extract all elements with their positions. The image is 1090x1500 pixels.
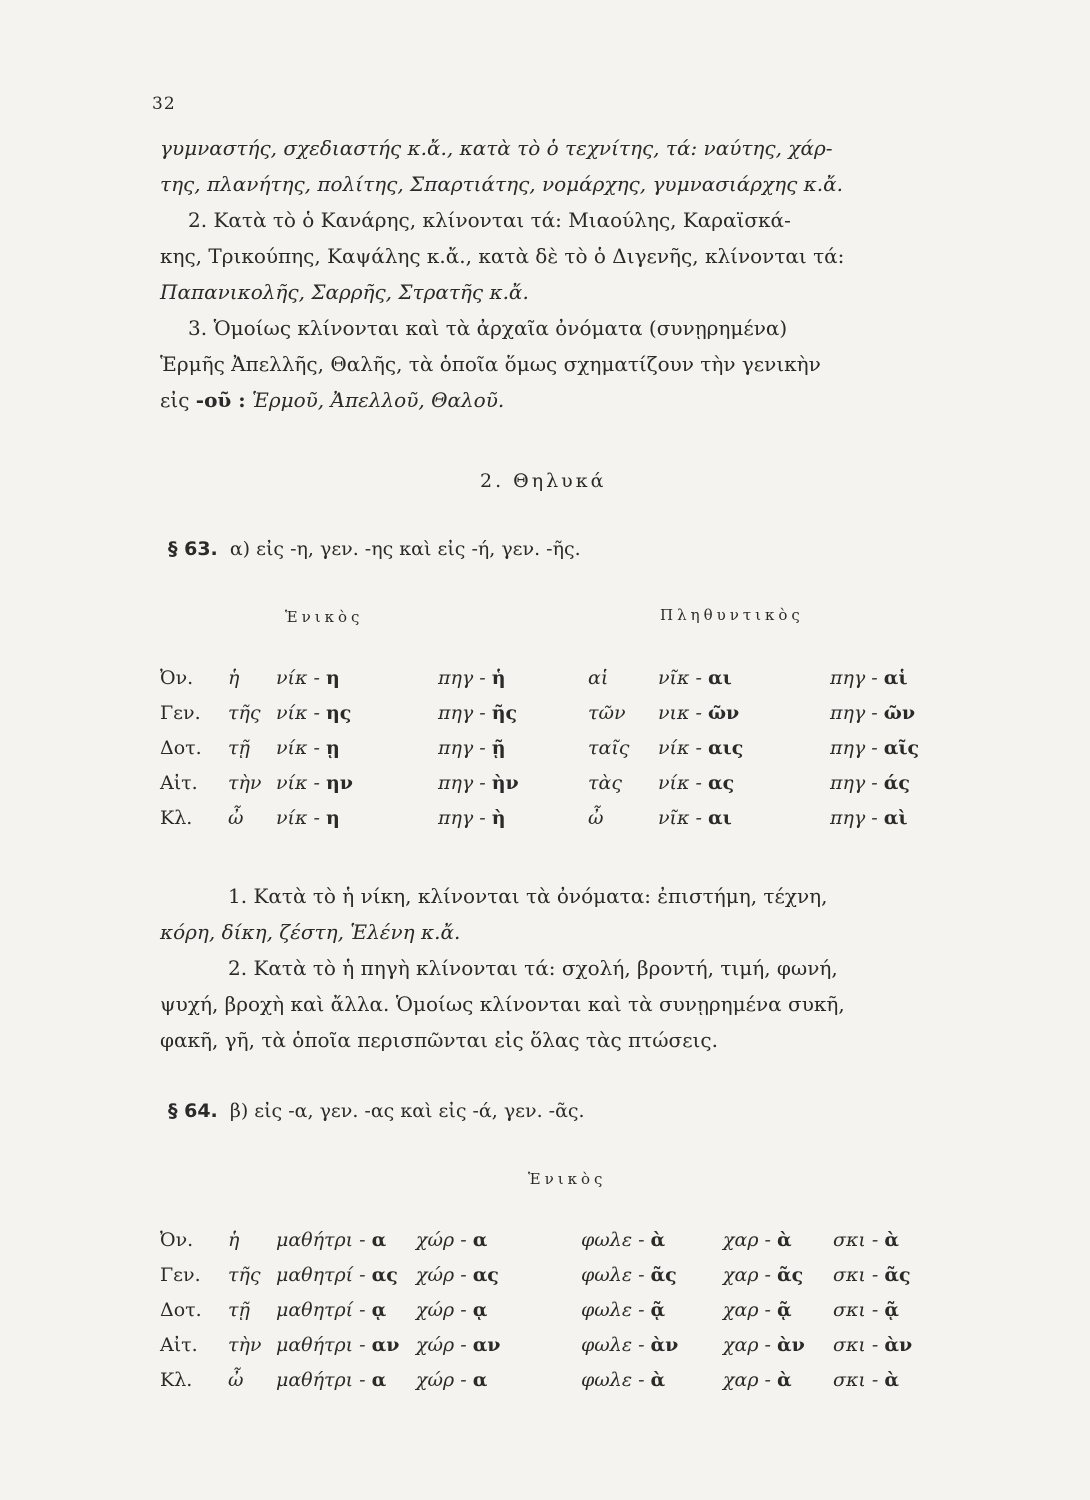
form-folea [581,1292,723,1327]
form-chora [416,1327,581,1362]
stem: πηγ - [830,771,878,794]
form-nike-plural [658,660,830,695]
form-nike-plural [658,695,830,730]
article-plural: τῶν [588,701,626,724]
stem: νίκ - [276,771,320,794]
table-row [160,1222,933,1257]
text-line: κόρη, δίκη, ζέστη, Ἑλένη κ.ἄ. [160,920,461,944]
ending: η [325,666,340,689]
stem: μαθήτρι - [276,1228,366,1251]
ending: ῆς [491,701,518,724]
article: ὦ [228,1368,244,1391]
ending: α [472,1228,488,1251]
ending: αῖς [883,736,920,759]
stem: χαρ - [723,1263,771,1286]
case-label: Αἰτ. [160,1333,198,1356]
form-nike-singular [276,660,438,695]
stem: πηγ - [438,666,486,689]
article-plural: αἱ [588,666,609,689]
stem: χώρ - [416,1368,467,1391]
paragraph-63-1 [160,878,1000,950]
case-label: Γεν. [160,701,201,724]
table-row [160,1327,933,1362]
text-line: φακῆ, γῆ, τὰ ὁποῖα περισπῶνται εἰς ὅλας τὰς πτώσεις. [160,1028,718,1052]
ending: αν [371,1333,400,1356]
stem: μαθήτρι - [276,1333,366,1356]
form-nike-plural [658,765,830,800]
form-pege-singular [438,800,588,835]
stem: φωλε - [581,1368,645,1391]
form-nike-singular [276,730,438,765]
ending: ὰν [650,1333,679,1356]
stem: πηγ - [438,701,486,724]
ending: ας [371,1263,398,1286]
form-pege-singular [438,695,588,730]
table-row [160,730,960,765]
stem: σκι - [833,1368,879,1391]
form-mathetria [276,1362,416,1397]
ending: ὰ [777,1368,792,1391]
case-label: Δοτ. [160,1298,202,1321]
stem: χώρ - [416,1298,467,1321]
ending: ὰ [650,1228,666,1251]
form-skia [833,1257,933,1292]
text-line: της, πλανήτης, πολίτης, Σπαρτιάτης, νομάρχης, γυμνασιάρχης κ.ἄ. [160,172,843,196]
section-heading: 2. Θηλυκά [480,470,607,492]
form-pege-plural [830,800,960,835]
ending: αι [707,806,732,829]
ending: ᾶς [777,1263,804,1286]
form-mathetria [276,1222,416,1257]
article: τῇ [228,736,250,759]
ending: αἱ [883,666,908,689]
article: ἡ [228,1228,240,1251]
text-line: Παπανικολῆς, Σαρρῆς, Στρατῆς κ.ἄ. [160,280,529,304]
ending: ὰ [777,1228,792,1251]
form-chora [416,1222,581,1257]
article: τὴν [228,1333,262,1356]
article: ἡ [228,666,240,689]
section-text: α) εἰς -η, γεν. -ης καὶ εἰς -ή, γεν. -ῆς. [229,538,581,560]
text-line: γυμναστής, σχεδιαστής κ.ἄ., κατὰ τὸ ὁ τεχνίτης, τά: ναύτης, χάρ- [160,136,833,160]
stem: σκι - [833,1298,879,1321]
text-line [160,382,1000,418]
label-singular: Ἑνικὸς [285,608,364,626]
article-plural: τὰς [588,771,622,794]
form-skia [833,1327,933,1362]
form-mathetria [276,1327,416,1362]
intro-paragraph-2 [160,202,1000,310]
ending: ῃ [325,736,340,759]
text-line: 2. Κατὰ τὸ ὁ Κανάρης, κλίνονται τά: Μιαούλης, Καραϊσκά- [188,208,791,232]
ending: αν [472,1333,501,1356]
form-mathetria [276,1257,416,1292]
ending: ἡ [491,666,506,689]
stem: νίκ - [658,736,702,759]
form-chara [723,1222,833,1257]
stem: σκι - [833,1228,879,1251]
ending: ῇ [491,736,506,759]
label-singular-64: Ἑνικὸς [528,1170,607,1188]
text-line: 1. Κατὰ τὸ ἡ νίκη, κλίνονται τὰ ὀνόματα: ἐπιστήμη, τέχνη, [228,884,828,908]
form-nike-plural [658,730,830,765]
form-skia [833,1222,933,1257]
case-label: Κλ. [160,1368,193,1391]
stem: χώρ - [416,1333,467,1356]
article: τῆς [228,1263,261,1286]
stem: νῖκ - [658,806,702,829]
form-folea [581,1362,723,1397]
form-chora [416,1257,581,1292]
ending: ην [325,771,353,794]
stem: χαρ - [723,1333,771,1356]
stem: νίκ - [276,666,320,689]
text-fragment: Ἑρμοῦ, Ἀπελλοῦ, Θαλοῦ. [252,388,505,412]
stem: χαρ - [723,1368,771,1391]
table-row [160,695,960,730]
section-number: § 64. [168,1100,218,1122]
case-label: Γεν. [160,1263,201,1286]
ending: α [472,1368,488,1391]
ending: αὶ [883,806,908,829]
intro-paragraph-3 [160,310,1000,418]
label-plural: Πληθυντικὸς [660,606,804,624]
form-skia [833,1362,933,1397]
stem: πηγ - [830,806,878,829]
stem: φωλε - [581,1298,645,1321]
form-folea [581,1222,723,1257]
ending: ὴν [491,771,519,794]
form-nike-singular [276,765,438,800]
form-chora [416,1292,581,1327]
section-number: § 63. [168,538,218,560]
form-folea [581,1327,723,1362]
form-chara [723,1257,833,1292]
section-64-title [168,1100,585,1122]
form-pege-singular [438,660,588,695]
article: τὴν [228,771,262,794]
ending: άς [883,771,910,794]
ending: αις [707,736,744,759]
stem: νίκ - [276,806,320,829]
stem: χαρ - [723,1228,771,1251]
stem: πηγ - [438,806,486,829]
form-nike-singular [276,695,438,730]
form-folea [581,1257,723,1292]
table-row [160,1362,933,1397]
stem: πηγ - [438,736,486,759]
stem: μαθητρί - [276,1263,366,1286]
form-pege-plural [830,730,960,765]
ending: ῶν [707,701,740,724]
table-row [160,660,960,695]
form-nike-plural [658,800,830,835]
table-row [160,800,960,835]
case-label: Δοτ. [160,736,202,759]
text-line: Ἑρμῆς Ἀπελλῆς, Θαλῆς, τὰ ὁποῖα ὅμως σχηματίζουν τὴν γενικὴν [160,352,821,376]
ending: ὰν [777,1333,805,1356]
case-label: Ὀν. [160,1228,194,1251]
ending: α [371,1368,387,1391]
stem: φωλε - [581,1228,645,1251]
ending: ᾷ [650,1298,666,1321]
article-plural: ταῖς [588,736,630,759]
form-mathetria [276,1292,416,1327]
stem: πηγ - [830,736,878,759]
text-fragment: εἰς [160,388,190,412]
ending: ᾶς [650,1263,677,1286]
text-line: 3. Ὁμοίως κλίνονται καὶ τὰ ἀρχαῖα ὀνόματα (συνῃρημένα) [188,316,788,340]
form-chara [723,1292,833,1327]
text-line: 2. Κατὰ τὸ ἡ πηγὴ κλίνονται τά: σχολή, βροντή, τιμή, φωνή, [228,956,838,980]
form-chara [723,1362,833,1397]
case-label: Ὀν. [160,666,194,689]
form-pege-singular [438,765,588,800]
stem: χώρ - [416,1263,467,1286]
stem: χώρ - [416,1228,467,1251]
stem: πηγ - [830,666,878,689]
ending: ὴ [491,806,506,829]
ending: ᾷ [884,1298,900,1321]
article: ὦ [228,806,244,829]
ending: ᾳ [472,1298,488,1321]
article: τῆς [228,701,261,724]
ending-bold: -οῦ : [195,388,246,412]
ending: ᾷ [777,1298,792,1321]
page-number: 32 [152,94,176,114]
ending: α [371,1228,387,1251]
form-pege-plural [830,765,960,800]
ending: ας [472,1263,499,1286]
ending: αι [707,666,732,689]
ending: ὰ [884,1368,900,1391]
stem: φωλε - [581,1263,645,1286]
case-label: Κλ. [160,806,193,829]
ending: ὰ [884,1228,900,1251]
ending: ης [325,701,352,724]
table-row [160,1257,933,1292]
text-line: κης, Τρικούπης, Καψάλης κ.ἄ., κατὰ δὲ τὸ ὁ Διγενῆς, κλίνονται τά: [160,244,845,268]
form-pege-singular [438,730,588,765]
ending: ὰ [650,1368,666,1391]
stem: νίκ - [276,701,320,724]
table-row [160,1292,933,1327]
form-chara [723,1327,833,1362]
stem: νίκ - [658,771,702,794]
stem: σκι - [833,1333,879,1356]
form-skia [833,1292,933,1327]
ending: ᾳ [371,1298,387,1321]
form-nike-singular [276,800,438,835]
intro-paragraph-1 [160,130,1000,202]
stem: σκι - [833,1263,879,1286]
paragraph-63-2 [160,950,1000,1058]
case-label: Αἰτ. [160,771,198,794]
form-chora [416,1362,581,1397]
stem: νῖκ - [658,666,702,689]
ending: ας [707,771,735,794]
form-pege-plural [830,695,960,730]
stem: νικ - [658,701,702,724]
ending: η [325,806,340,829]
stem: νίκ - [276,736,320,759]
ending: ῶν [883,701,916,724]
declension-table-63 [160,660,960,835]
stem: φωλε - [581,1333,645,1356]
stem: πηγ - [438,771,486,794]
stem: χαρ - [723,1298,771,1321]
section-text: β) εἰς -α, γεν. -ας καὶ εἰς -ά, γεν. -ᾶς. [229,1100,585,1122]
stem: πηγ - [830,701,878,724]
section-63-title [168,538,581,560]
article: τῇ [228,1298,250,1321]
table-row [160,765,960,800]
ending: ᾶς [884,1263,911,1286]
text-line: ψυχή, βροχὴ καὶ ἄλλα. Ὁμοίως κλίνονται καὶ τὰ συνῃρημένα συκῆ, [160,992,845,1016]
stem: μαθητρί - [276,1298,366,1321]
form-pege-plural [830,660,960,695]
declension-table-64 [160,1222,933,1397]
article-plural: ὦ [588,806,604,829]
ending: ὰν [884,1333,913,1356]
stem: μαθήτρι - [276,1368,366,1391]
